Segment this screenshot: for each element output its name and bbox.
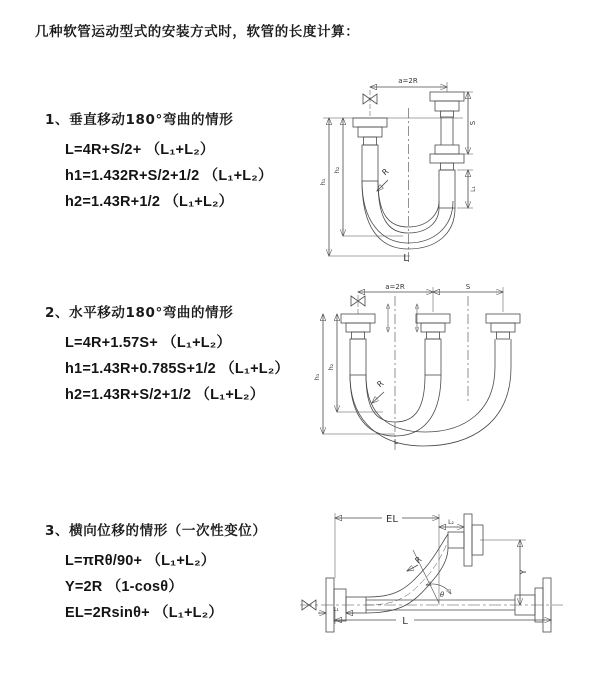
diagram-horizontal-u-bend bbox=[313, 282, 548, 454]
dim-label-h1: h₁ bbox=[319, 178, 327, 186]
right-flange-lower bbox=[430, 145, 464, 170]
diagram-vertical-u-bend bbox=[315, 70, 530, 265]
dim-label-s: S bbox=[469, 120, 477, 126]
radius-label: R bbox=[375, 378, 386, 390]
section-2-heading: 2、水平移动180°弯曲的情形 bbox=[45, 305, 234, 321]
formula-h1: h1=1.432R+S/2+1/2 （L₁+L₂） bbox=[65, 168, 273, 184]
length-label: L bbox=[402, 616, 408, 627]
braided-hose-section bbox=[425, 339, 441, 375]
section-horizontal-movement bbox=[45, 303, 289, 408]
section-lateral-displacement bbox=[45, 521, 267, 626]
dim-label-h2: h₂ bbox=[327, 363, 335, 371]
right-flange-displaced bbox=[486, 314, 520, 339]
dim-label-l2: L₂ bbox=[448, 519, 454, 526]
dim-label-y: Y bbox=[519, 569, 528, 575]
length-label: L bbox=[394, 438, 398, 446]
left-flange bbox=[353, 118, 387, 145]
valve-icon bbox=[363, 94, 377, 104]
s-curve-hose bbox=[366, 534, 448, 613]
braided-hose-section bbox=[350, 339, 366, 375]
radius-label: R bbox=[413, 554, 424, 566]
dim-label-a2r: a=2R bbox=[385, 283, 405, 291]
formula-length: L=4R+S/2+ （L₁+L₂） bbox=[65, 142, 215, 158]
radius-label: R bbox=[380, 166, 391, 178]
dim-label-a2r: a=2R bbox=[398, 77, 418, 85]
formula-length: L=πRθ/90+ （L₁+L₂） bbox=[65, 553, 216, 569]
section-1-formulas bbox=[65, 137, 273, 215]
dim-label-el: EL bbox=[386, 514, 398, 525]
formula-h2: h2=1.43R+S/2+1/2 （L₁+L₂） bbox=[65, 387, 265, 403]
braided-hose-section bbox=[362, 145, 378, 181]
section-3-heading: 3、横向位移的情形（一次性变位） bbox=[45, 523, 267, 539]
left-flange bbox=[341, 314, 375, 339]
dim-label-h2: h₂ bbox=[333, 166, 341, 174]
diagram-lateral-displacement bbox=[298, 505, 598, 650]
section-2-formulas bbox=[65, 330, 289, 408]
angle-label: θ bbox=[439, 591, 445, 599]
formula-y: Y=2R （1-cosθ） bbox=[65, 579, 184, 595]
dim-label-l1: L₁ bbox=[333, 606, 339, 613]
dim-label-s: S bbox=[465, 283, 471, 291]
right-flange-upper bbox=[430, 92, 464, 117]
length-label: L bbox=[403, 253, 409, 264]
dim-label-h1: h₁ bbox=[313, 373, 321, 381]
section-3-formulas bbox=[65, 548, 267, 626]
section-vertical-movement bbox=[45, 110, 273, 215]
formula-h1: h1=1.43R+0.785S+1/2 （L₁+L₂） bbox=[65, 361, 290, 377]
page-title: 几种软管运动型式的安装方式时，软管的长度计算： bbox=[35, 24, 360, 40]
section-1-heading: 1、垂直移动180°弯曲的情形 bbox=[45, 112, 234, 128]
dim-label-l1: L₁ bbox=[470, 186, 477, 192]
formula-length: L=4R+1.57S+ （L₁+L₂） bbox=[65, 335, 232, 351]
middle-flange bbox=[416, 314, 450, 339]
formula-h2: h2=1.43R+1/2 （L₁+L₂） bbox=[65, 194, 234, 210]
formula-el: EL=2Rsinθ+ （L₁+L₂） bbox=[65, 605, 224, 621]
